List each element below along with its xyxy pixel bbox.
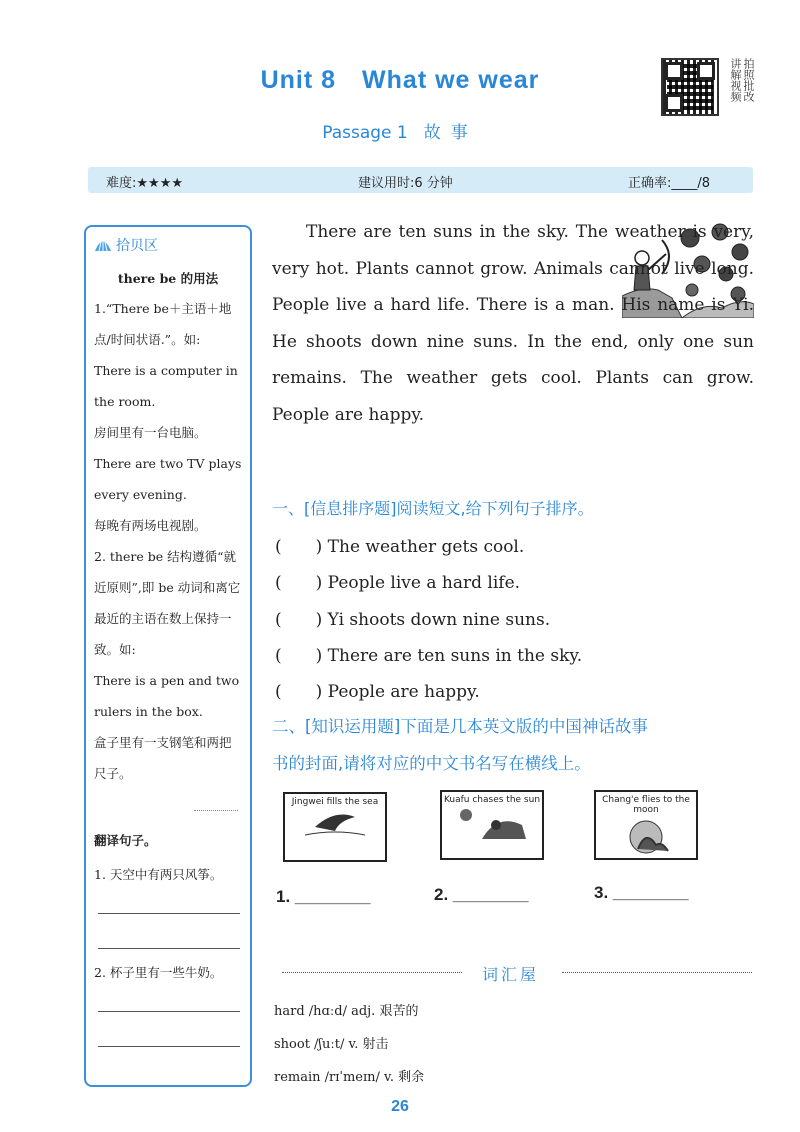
kuafu-sun-icon: [452, 805, 532, 841]
jingwei-bird-icon: [305, 807, 365, 837]
example-1-en: There is a computer in the room.: [94, 363, 238, 409]
info-bar: [88, 167, 753, 193]
cover-title: Chang'e flies to the moon: [602, 795, 690, 815]
sidebar-heading-text: 拾贝区: [116, 238, 158, 254]
example-1-cn: 房间里有一台电脑。: [94, 425, 207, 440]
grammar-title: there be 的用法: [117, 271, 219, 286]
vocab-item-2: shoot /ʃuːt/ v. 射击: [274, 1037, 389, 1052]
example-3-cn: 盒子里有一支钢笔和两把尺子。: [94, 735, 232, 781]
order-option-2[interactable]: ( ) People live a hard life.: [275, 573, 521, 593]
order-option-5[interactable]: ( ) People are happy.: [275, 682, 480, 702]
example-2-cn: 每晚有两场电视剧。: [94, 518, 207, 533]
question-2-heading-line2: 书的封面,请将对应的中文书名写在横线上。: [272, 754, 591, 773]
translate-item-1: 1. 天空中有两只风筝。: [94, 867, 223, 882]
answer-blank-1[interactable]: 1. ________: [276, 887, 371, 906]
difficulty: 难度:★★★★: [106, 176, 183, 191]
suggested-time: 建议用时:6 分钟: [358, 176, 453, 191]
vocab-divider-right: [562, 972, 752, 973]
answer-blank-3[interactable]: 3. ________: [594, 883, 689, 902]
passage-type: 故事: [423, 123, 478, 143]
order-option-1[interactable]: ( ) The weather gets cool.: [275, 537, 525, 557]
book-cover-1: [283, 792, 387, 862]
order-option-3[interactable]: ( ) Yi shoots down nine suns.: [275, 610, 551, 630]
cover-title: Jingwei fills the sea: [291, 797, 379, 807]
answer-line[interactable]: [98, 948, 240, 949]
vocab-item-1: hard /hɑːd/ adj. 艰苦的: [274, 1004, 419, 1019]
book-cover-2: [440, 790, 544, 860]
passage-title: [0, 118, 800, 143]
passage-label: Passage 1: [322, 123, 408, 143]
question-1-heading: 一、[信息排序题]阅读短文,给下列句子排序。: [272, 499, 594, 518]
vocab-heading: 词汇屋: [482, 965, 540, 984]
qr-code-icon[interactable]: [661, 58, 719, 116]
grammar-rule-2: 2. there be 结构遵循“就近原则”,即 be 动词和离它最近的主语在数上保持一致。如:: [94, 549, 241, 657]
question-2-heading-line1: 二、[知识运用题]下面是几本英文版的中国神话故事: [272, 717, 648, 736]
answer-blank-2[interactable]: 2. ________: [434, 885, 529, 904]
grammar-rule-1: 1.“There be＋主语＋地点/时间状语.”。如:: [94, 301, 232, 347]
story-paragraph: There are ten suns in the sky. The weather is very, very hot. Plants cannot grow. Animals cannot live long. People live a hard life. There is a man. His name is Yi. He shoots down nine suns. In the end, only one sun remains. The weather gets cool. Plants can grow. People are happy.: [272, 222, 754, 425]
shell-icon: [94, 238, 112, 252]
vocab-divider-left: [282, 972, 462, 973]
accuracy: 正确率:____/8: [628, 176, 711, 191]
answer-line[interactable]: [98, 1046, 240, 1047]
example-2-en: There are two TV plays every evening.: [94, 456, 242, 502]
vocab-item-3: remain /rɪˈmeɪn/ v. 剩余: [274, 1070, 425, 1085]
order-option-4[interactable]: ( ) There are ten suns in the sky.: [275, 646, 583, 666]
example-3-en: There is a pen and two rulers in the box.: [94, 673, 240, 719]
change-moon-icon: [616, 815, 676, 855]
cover-title: Kuafu chases the sun: [443, 795, 541, 805]
sidebar-tips: [84, 225, 252, 1087]
qr-caption: 拍照批改 讲解视频: [729, 58, 755, 102]
sidebar-heading: [94, 235, 158, 255]
book-cover-3: [594, 790, 698, 860]
answer-line[interactable]: [98, 1011, 240, 1012]
translate-title: 翻译句子。: [94, 833, 157, 848]
translate-item-2: 2. 杯子里有一些牛奶。: [94, 965, 223, 980]
page-number: 26: [391, 1098, 409, 1115]
unit-title: Unit 8 What we wear: [260, 66, 540, 94]
answer-line[interactable]: [98, 913, 240, 914]
story-text: [272, 214, 754, 433]
